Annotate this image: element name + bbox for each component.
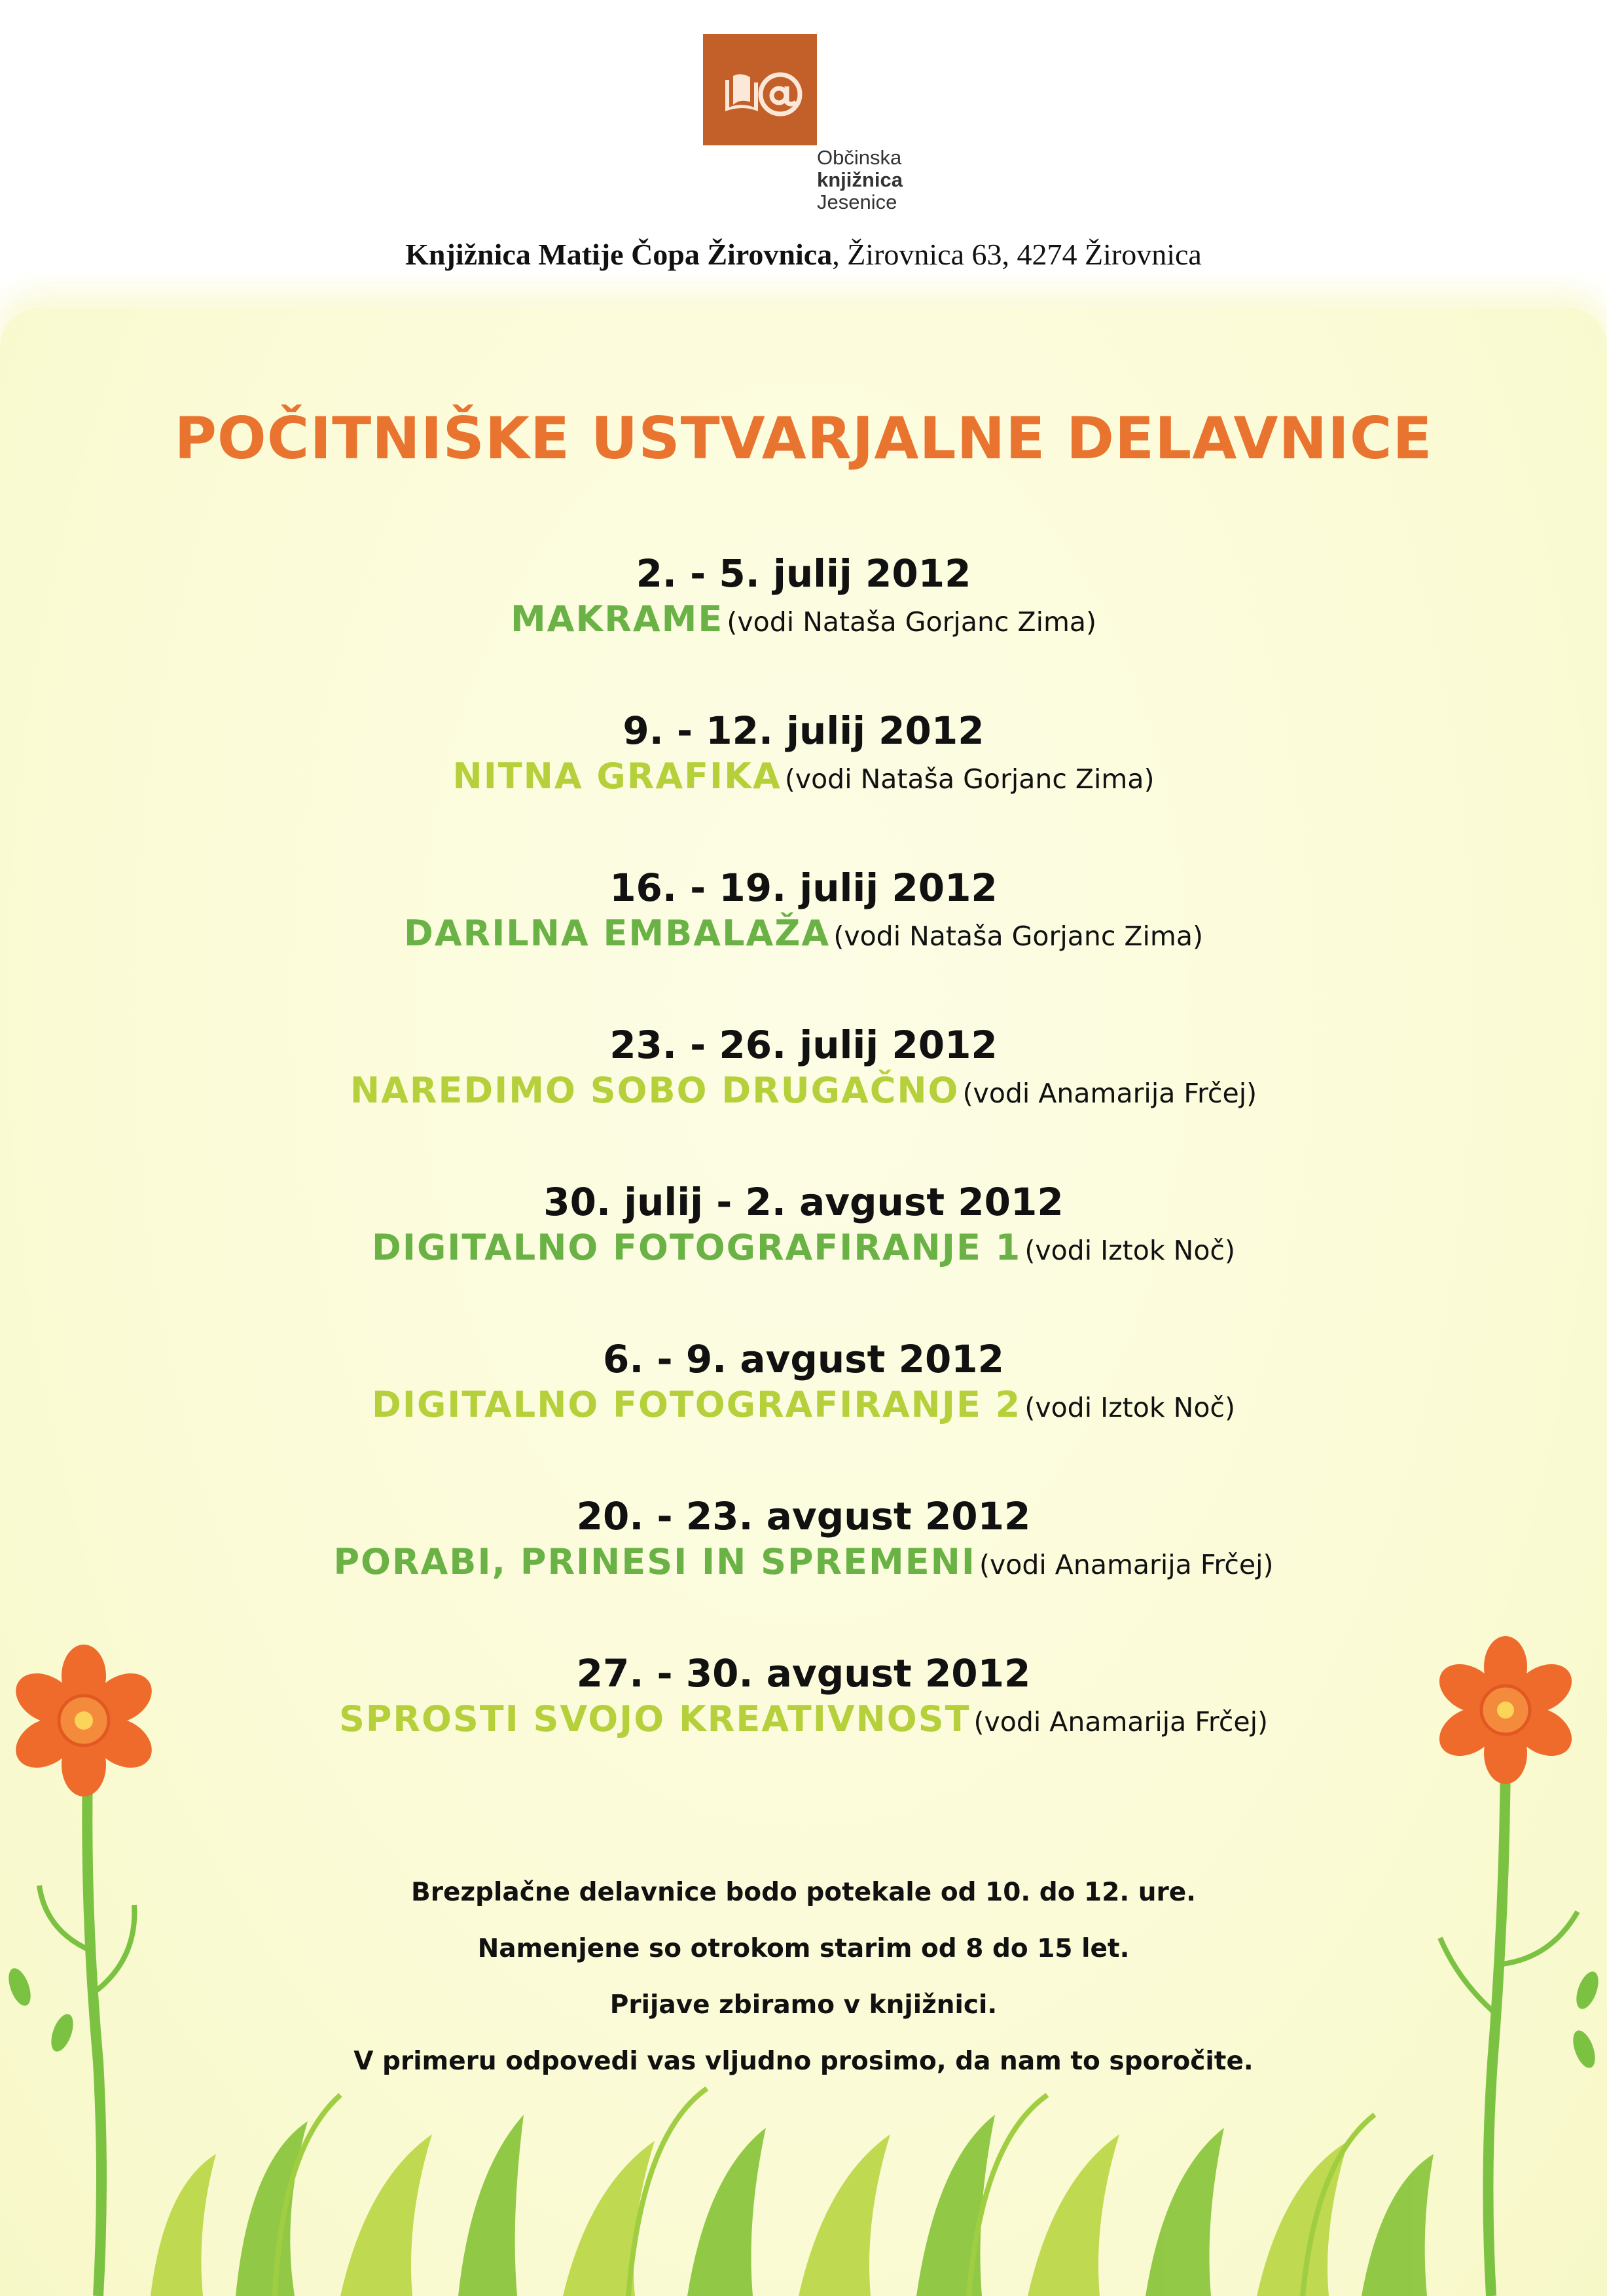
event-name: NITNA GRAFIKA	[452, 756, 782, 797]
logo-line-3: Jesenice	[817, 191, 897, 213]
logo-line-2: knjižnica	[817, 168, 903, 191]
event-name: MAKRAME	[510, 598, 724, 640]
event-date: 20. - 23. avgust 2012	[576, 1494, 1031, 1539]
event-date: 6. - 9. avgust 2012	[602, 1337, 1005, 1381]
flower-icon	[5, 1645, 161, 2296]
flower-icon	[1431, 1636, 1603, 2296]
note-line: V primeru odpovedi vas vljudno prosimo, da nam to sporočite.	[353, 2047, 1254, 2076]
event-leader: (vodi Anamarija Frčej)	[979, 1549, 1274, 1580]
logo-line-1: Občinska	[817, 146, 902, 169]
event-name: PORABI, PRINESI IN SPREMENI	[333, 1541, 976, 1582]
event-name: NAREDIMO SOBO DRUGAČNO	[350, 1070, 960, 1111]
event-name: DARILNA EMBALAŽA	[404, 913, 831, 954]
event-date: 23. - 26. julij 2012	[609, 1023, 998, 1067]
page-title: POČITNIŠKE USTVARJALNE DELAVNICE	[174, 405, 1433, 472]
event-leader: (vodi Anamarija Frčej)	[973, 1706, 1269, 1738]
note-line: Prijave zbiramo v knjižnici.	[609, 1990, 998, 2020]
event-leader: (vodi Nataša Gorjanc Zima)	[784, 763, 1155, 795]
grass-icon	[151, 2088, 1434, 2296]
event-date: 2. - 5. julij 2012	[636, 551, 971, 596]
event-name: SPROSTI SVOJO KREATIVNOST	[338, 1698, 971, 1740]
event-leader: (vodi Iztok Noč)	[1024, 1392, 1235, 1423]
event-leader: (vodi Nataša Gorjanc Zima)	[833, 920, 1203, 952]
note-line: Brezplačne delavnice bodo potekale od 10. do 12. ure.	[410, 1878, 1196, 1907]
event-name: DIGITALNO FOTOGRAFIRANJE 2	[372, 1384, 1022, 1425]
event-leader: (vodi Nataša Gorjanc Zima)	[727, 606, 1097, 638]
library-street: , Žirovnica 63, 4274 Žirovnica	[832, 238, 1202, 271]
event-date: 27. - 30. avgust 2012	[576, 1651, 1031, 1696]
event-date: 30. julij - 2. avgust 2012	[543, 1180, 1064, 1224]
event-leader: (vodi Iztok Noč)	[1024, 1235, 1235, 1266]
library-name: Knjižnica Matije Čopa Žirovnica	[405, 238, 833, 271]
event-name: DIGITALNO FOTOGRAFIRANJE 1	[372, 1227, 1022, 1268]
note-line: Namenjene so otrokom starim od 8 do 15 let.	[477, 1934, 1130, 1963]
event-date: 9. - 12. julij 2012	[623, 708, 984, 753]
event-date: 16. - 19. julij 2012	[609, 866, 998, 910]
event-leader: (vodi Anamarija Frčej)	[962, 1078, 1257, 1109]
